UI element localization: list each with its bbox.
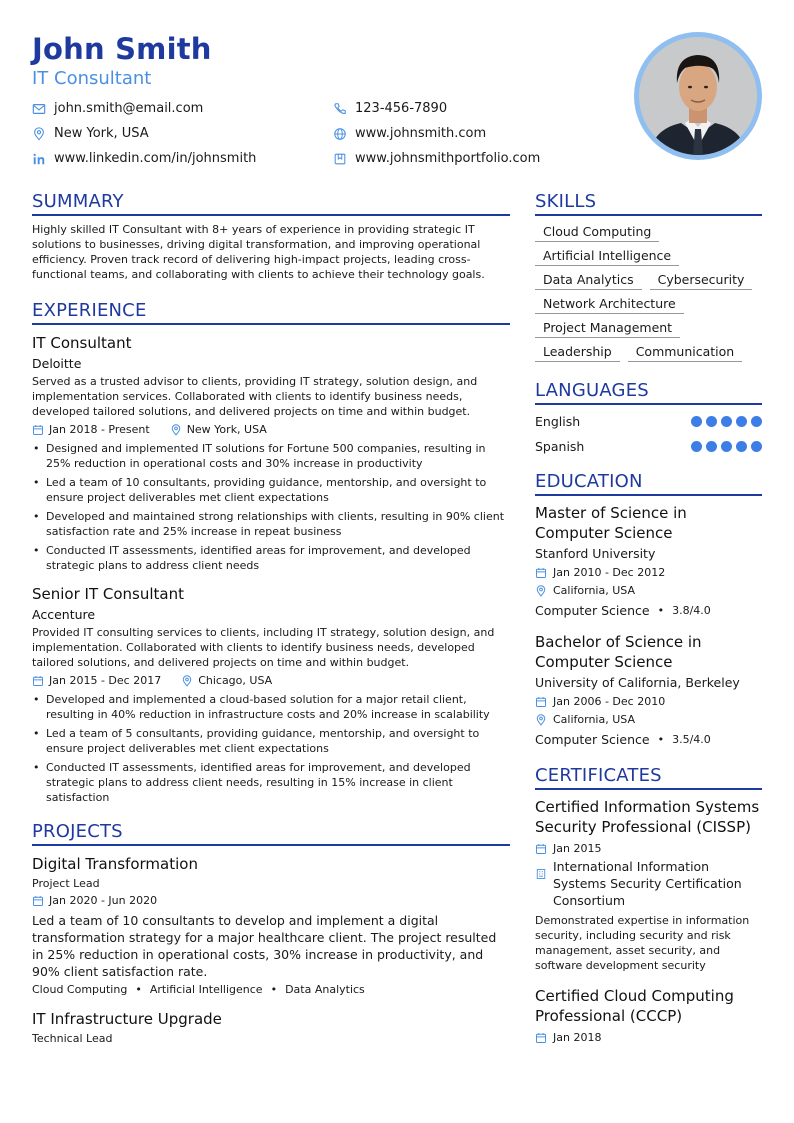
job-bullets	[32, 441, 510, 573]
skill-tag: Artificial Intelligence	[535, 246, 679, 266]
education-school: University of California, Berkeley	[535, 675, 740, 690]
education-school: Stanford University	[535, 546, 656, 561]
education-dates: Jan 2010 - Dec 2012	[553, 566, 666, 579]
skill-tag: Communication	[628, 342, 743, 362]
location-pin-icon	[535, 585, 547, 597]
job-bullets	[32, 692, 510, 805]
education-location-row	[535, 713, 762, 726]
calendar-icon	[535, 567, 547, 579]
job-description: Provided IT consulting services to clients, including IT strategy, solution design, and implementation. Collaborated with clients to identify business needs, developed tailored solutions, and delivered projects on time and within budget.	[32, 626, 495, 669]
portfolio-text: www.johnsmithportfolio.com	[355, 151, 541, 166]
contact-phone[interactable]	[333, 101, 447, 116]
proficiency-dot	[736, 441, 747, 452]
project-title: Digital Transformation	[32, 855, 198, 873]
proficiency-dot	[751, 441, 762, 452]
language-row	[535, 437, 762, 455]
proficiency-dot	[721, 441, 732, 452]
education-field-row: Computer Science • 3.8/4.0	[535, 603, 711, 618]
right-column	[535, 191, 762, 1044]
location-pin-icon	[32, 127, 46, 141]
portfolio-icon	[333, 152, 347, 166]
education-gpa: 3.8/4.0	[672, 604, 711, 617]
skills-list	[535, 222, 762, 366]
job-description: Served as a trusted advisor to clients, providing IT strategy, solution design, and implementation services. Collaborated with clients to identify business needs, developed tailored solutions, and delivered projects on time and within budget.	[32, 375, 478, 418]
candidate-name: John Smith	[32, 32, 212, 66]
proficiency-dot	[706, 416, 717, 427]
bullet-item: • Developed and maintained strong relationships with clients, resulting in 90% client satisfaction rate and 25% increase in repeat business	[32, 509, 510, 539]
calendar-icon	[535, 1032, 547, 1044]
project-description: Led a team of 10 consultants to develop and implement a digital transformation strategy for a major healthcare client. The project resulted in 25% reduction in operational costs, 30% increase in productivity, and 90% client satisfaction rate.	[32, 913, 497, 979]
education-entry	[535, 503, 762, 618]
job-company: Accenture	[32, 607, 96, 622]
certificate-date: Jan 2018	[553, 1031, 602, 1044]
email-icon	[32, 102, 46, 116]
certificate-entry	[535, 797, 762, 973]
education-field: Computer Science	[535, 603, 650, 618]
certificate-name: Certified Information Systems Security Professional (CISSP)	[535, 798, 760, 836]
phone-icon	[333, 102, 347, 116]
left-column	[32, 191, 510, 1045]
language-name: English	[535, 413, 581, 429]
proficiency-dot	[691, 416, 702, 427]
education-location-row	[535, 584, 762, 597]
contact-location	[32, 126, 149, 141]
skill-tag: Cloud Computing	[535, 222, 659, 242]
proficiency-dot	[751, 416, 762, 427]
skill-tag: Cybersecurity	[650, 270, 753, 290]
education-location: California, USA	[553, 713, 635, 726]
certificate-org: International Information Systems Security Certification Consortium	[553, 859, 742, 908]
skill-tag: Leadership	[535, 342, 620, 362]
certificate-date-row	[535, 842, 762, 855]
job-entry	[32, 585, 510, 805]
certificates-heading: CERTIFICATES	[535, 765, 762, 790]
bullet-item: • Led a team of 5 consultants, providing guidance, mentorship, and oversight to ensure project deliverables met client expectations	[32, 726, 510, 756]
globe-icon	[333, 127, 347, 141]
education-dates: Jan 2006 - Dec 2010	[553, 695, 666, 708]
certificate-date: Jan 2015	[553, 842, 602, 855]
education-field: Computer Science	[535, 732, 650, 747]
avatar-portrait	[639, 37, 757, 155]
certificate-entry	[535, 986, 762, 1044]
education-degree: Master of Science in Computer Science	[535, 504, 687, 542]
project-entry	[32, 855, 510, 996]
education-degree: Bachelor of Science in Computer Science	[535, 633, 702, 671]
education-dates-row	[535, 695, 762, 708]
certificate-description: Demonstrated expertise in information security, including security and risk management, asset security, and software development security	[535, 914, 750, 972]
building-icon	[535, 868, 547, 880]
calendar-icon	[32, 895, 44, 907]
candidate-title: IT Consultant	[32, 68, 152, 89]
proficiency-dot	[691, 441, 702, 452]
project-title: IT Infrastructure Upgrade	[32, 1010, 222, 1028]
contact-linkedin[interactable]	[32, 151, 256, 166]
skill-tag: Data Analytics	[535, 270, 642, 290]
linkedin-icon	[32, 152, 46, 166]
skill-tag: Network Architecture	[535, 294, 684, 314]
email-text: john.smith@email.com	[54, 101, 204, 116]
linkedin-text: www.linkedin.com/in/johnsmith	[54, 151, 257, 166]
education-dates-row	[535, 566, 762, 579]
skills-heading: SKILLS	[535, 191, 762, 216]
education-field-row: Computer Science • 3.5/4.0	[535, 732, 711, 747]
job-company: Deloitte	[32, 356, 82, 371]
certificate-date-row	[535, 1031, 762, 1044]
languages-heading: LANGUAGES	[535, 380, 762, 405]
job-dates: Jan 2018 - Present	[49, 423, 150, 436]
project-entry	[32, 1010, 510, 1045]
education-location: California, USA	[553, 584, 635, 597]
proficiency-dot	[736, 416, 747, 427]
job-title: Senior IT Consultant	[32, 585, 184, 603]
certificate-name: Certified Cloud Computing Professional (CCCP)	[535, 987, 734, 1025]
project-tag: Artificial Intelligence	[149, 983, 263, 996]
experience-heading: EXPERIENCE	[32, 300, 510, 325]
proficiency-dot	[721, 416, 732, 427]
job-title: IT Consultant	[32, 334, 132, 352]
projects-heading: PROJECTS	[32, 821, 510, 846]
summary-heading: SUMMARY	[32, 191, 510, 216]
skill-tag: Project Management	[535, 318, 680, 338]
profile-photo	[634, 32, 762, 160]
language-level	[687, 441, 762, 452]
job-meta	[32, 423, 510, 436]
calendar-icon	[32, 675, 44, 687]
education-entry	[535, 632, 762, 747]
project-role: Technical Lead	[32, 1032, 113, 1045]
contact-email[interactable]	[32, 101, 203, 116]
project-tag: Cloud Computing	[32, 983, 128, 996]
location-pin-icon	[181, 675, 193, 687]
project-role: Project Lead	[32, 877, 100, 890]
location-pin-icon	[535, 714, 547, 726]
job-location: New York, USA	[186, 423, 267, 436]
job-entry	[32, 334, 510, 573]
calendar-icon	[32, 424, 44, 436]
education-heading: EDUCATION	[535, 471, 762, 496]
proficiency-dot	[706, 441, 717, 452]
location-text: New York, USA	[54, 126, 149, 141]
bullet-item: • Developed and implemented a cloud-based solution for a major retail client, resulting in 40% reduction in infrastructure costs and 20% increase in scalability	[32, 692, 510, 722]
bullet-item: • Led a team of 10 consultants, providing guidance, mentorship, and oversight to ensure project deliverables met client expectations	[32, 475, 510, 505]
location-pin-icon	[170, 424, 182, 436]
education-gpa: 3.5/4.0	[672, 733, 711, 746]
language-name: Spanish	[535, 438, 585, 454]
job-dates: Jan 2015 - Dec 2017	[49, 674, 162, 687]
calendar-icon	[535, 843, 547, 855]
job-meta	[32, 674, 510, 687]
certificate-org-row	[535, 858, 762, 909]
project-tag: Data Analytics	[285, 983, 365, 996]
contact-portfolio[interactable]	[333, 151, 540, 166]
project-dates: Jan 2020 - Jun 2020	[49, 894, 158, 907]
contact-website[interactable]	[333, 126, 486, 141]
language-level	[687, 416, 762, 427]
website-text: www.johnsmith.com	[355, 126, 487, 141]
language-row	[535, 412, 762, 430]
phone-text: 123-456-7890	[355, 101, 448, 116]
project-meta	[32, 894, 510, 907]
project-tags: Cloud Computing • Artificial Intelligence • Data Analytics	[32, 983, 365, 996]
bullet-item: • Conducted IT assessments, identified areas for improvement, and developed strategic plans to address client needs, resulting in 15% increase in client satisfaction	[32, 760, 510, 805]
summary-text: Highly skilled IT Consultant with 8+ years of experience in providing strategic IT solutions to businesses, driving digital transformation, and improving operational efficiency. Proven track record of delivering high-impact projects, leading cross-functional teams, and collaborating with clients to achieve their technology goals.	[32, 223, 485, 281]
job-location: Chicago, USA	[198, 674, 273, 687]
bullet-item: • Designed and implemented IT solutions for Fortune 500 companies, resulting in 25% reduction in operational costs and 30% increase in productivity	[32, 441, 510, 471]
calendar-icon	[535, 696, 547, 708]
bullet-item: • Conducted IT assessments, identified areas for improvement, and developed strategic plans to address client needs	[32, 543, 510, 573]
